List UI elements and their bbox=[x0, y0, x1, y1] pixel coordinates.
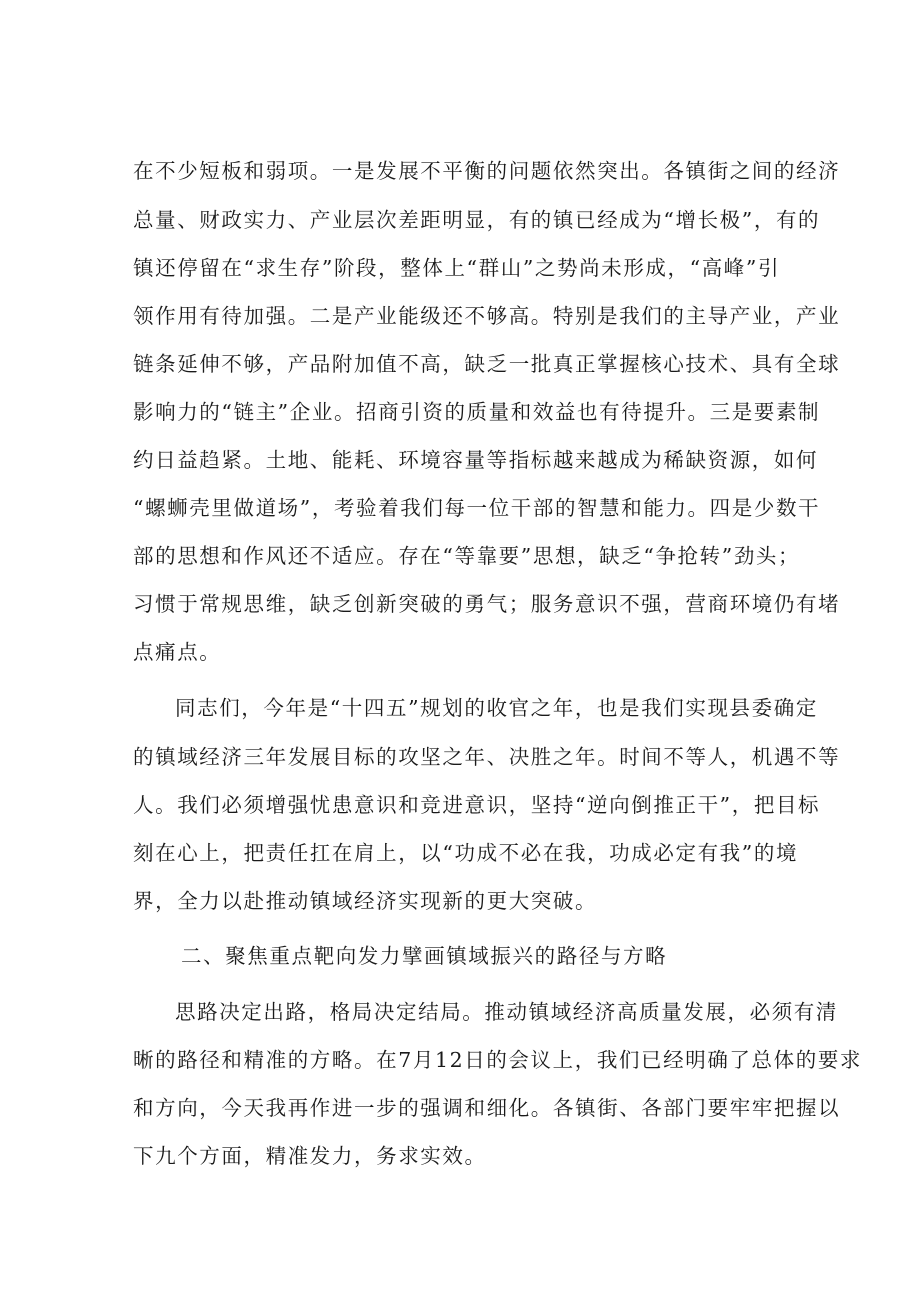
text-line: 的镇域经济三年发展目标的攻坚之年、决胜之年。时间不等人，机遇不等 bbox=[133, 745, 841, 769]
text-line: “螺蛳壳里做道场”，考验着我们每一位干部的智慧和能力。四是少数干 bbox=[133, 496, 821, 520]
text-line: 下九个方面，精准发力，务求实效。 bbox=[133, 1144, 487, 1168]
text-line: 点痛点。 bbox=[133, 640, 222, 664]
text-line: 影响力的“链主”企业。招商引资的质量和效益也有待提升。三是要素制 bbox=[133, 400, 821, 424]
text-line: 人。我们必须增强忧患意识和竞进意识，坚持“逆向倒推正干”，把目标 bbox=[133, 793, 821, 817]
text-line: 习惯于常规思维，缺乏创新突破的勇气；服务意识不强，营商环境仍有堵 bbox=[133, 592, 841, 616]
text-line: 链条延伸不够，产品附加值不高，缺乏一批真正掌握核心技术、具有全球 bbox=[133, 352, 841, 376]
text-line: 思路决定出路，格局决定结局。推动镇域经济高质量发展，必须有清 bbox=[175, 1000, 838, 1024]
text-line: 在不少短板和弱项。一是发展不平衡的问题依然突出。各镇街之间的经济 bbox=[133, 159, 841, 183]
text-line: 领作用有待加强。二是产业能级还不够高。特别是我们的主导产业，产业 bbox=[133, 304, 841, 328]
text-line: 界，全力以赴推动镇域经济实现新的更大突破。 bbox=[133, 889, 598, 913]
text-line: 刻在心上，把责任扛在肩上，以“功成不必在我，功成必定有我”的境 bbox=[133, 841, 799, 865]
text-line: 约日益趋紧。土地、能耗、环境容量等指标越来越成为稀缺资源，如何 bbox=[133, 448, 819, 472]
text-line: 和方向，今天我再作进一步的强调和细化。各镇街、各部门要牢牢把握以 bbox=[133, 1096, 841, 1120]
section-heading: 二、聚焦重点靶向发力擘画镇域振兴的路径与方略 bbox=[181, 944, 668, 968]
text-line: 总量、财政实力、产业层次差距明显，有的镇已经成为“增长极”，有的 bbox=[133, 208, 821, 232]
text-line: 部的思想和作风还不适应。存在“等靠要”思想，缺乏“争抢转”劲头； bbox=[133, 544, 801, 568]
text-line: 镇还停留在“求生存”阶段，整体上“群山”之势尚未形成，“高峰”引 bbox=[133, 256, 781, 280]
text-line: 同志们，今年是“十四五”规划的收官之年，也是我们实现县委确定 bbox=[175, 696, 818, 720]
text-line: 晰的路径和精准的方略。在7月12日的会议上，我们已经明确了总体的要求 bbox=[133, 1048, 863, 1072]
